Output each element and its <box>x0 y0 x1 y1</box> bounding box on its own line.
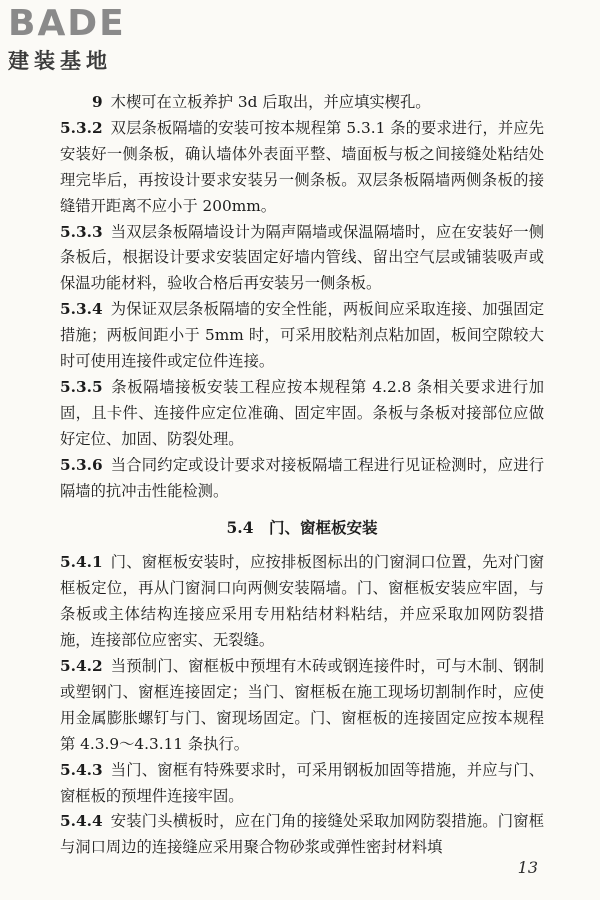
clause-number: 5.3.6 <box>60 455 103 474</box>
clause-number: 5.4.2 <box>60 657 103 676</box>
clause-text: 木楔可在立板养护 3d 后取出，并应填实楔孔。 <box>110 93 431 111</box>
paragraph-5-4-2 <box>60 654 544 758</box>
paragraph-5-3-2 <box>60 116 544 220</box>
logo-wordmark: BADE <box>8 3 126 44</box>
clause-number: 5.4.4 <box>60 812 103 831</box>
logo <box>8 4 126 74</box>
page-number: 13 <box>517 858 538 877</box>
clause-number: 5.4.1 <box>60 553 103 572</box>
paragraph-5-4-1 <box>60 550 544 654</box>
paragraph-5-3-5 <box>60 375 544 453</box>
clause-text: 为保证双层条板隔墙的安全性能，两板间应采取连接、加强固定措施；两板间距小于 5mm 时，可采用胶粘剂点粘加固，板间空隙较大时可使用连接件或定位件连接。 <box>60 300 544 371</box>
clause-text: 双层条板隔墙的安装可按本规程第 5.3.1 条的要求进行，并应先安装好一侧条板，确认墙体外表面平整、墙面板与板之间接缝处粘结处理完毕后，再按设计要求安装另一侧条板。双层条板隔墙两侧条板的接缝错开距离不应小于 200mm。 <box>60 118 544 215</box>
logo-subtitle: 建装基地 <box>8 49 112 73</box>
document-body <box>60 90 544 861</box>
clause-text: 门、窗框板安装时，应按排板图标出的门窗洞口位置，先对门窗框板定位，再从门窗洞口向两侧安装隔墙。门、窗框板安装应牢固，与条板或主体结构连接应采用专用粘结材料粘结，并应采取加网防裂措施，连接部位应密实、无裂缝。 <box>60 553 544 650</box>
paragraph-item-9 <box>60 90 544 116</box>
clause-number: 5.3.2 <box>60 118 103 137</box>
paragraph-5-3-6 <box>60 453 544 505</box>
clause-number: 5.3.4 <box>60 300 103 319</box>
clause-text: 当预制门、窗框板中预埋有木砖或钢连接件时，可与木制、钢制或塑钢门、窗框连接固定；当门、窗框板在施工现场切割制作时，应使用金属膨胀螺钉与门、窗现场固定。门、窗框板的连接固定应按本规程第 4.3.9～4.3.11 条执行。 <box>60 657 544 753</box>
clause-text: 当双层条板隔墙设计为隔声隔墙或保温隔墙时，应在安装好一侧条板后，根据设计要求安装固定好墙内管线、留出空气层或铺装吸声或保温功能材料，验收合格后再安装另一侧条板。 <box>60 222 544 293</box>
paragraph-5-4-3 <box>60 758 544 810</box>
paragraph-5-3-3 <box>60 220 544 298</box>
paragraph-5-3-4 <box>60 297 544 375</box>
clause-number: 5.4.3 <box>60 760 103 779</box>
clause-text: 当合同约定或设计要求对接板隔墙工程进行见证检测时，应进行隔墙的抗冲击性能检测。 <box>60 455 544 500</box>
paragraph-5-4-4 <box>60 809 544 861</box>
clause-number: 5.3.3 <box>60 222 103 241</box>
clause-text: 安装门头横板时，应在门角的接缝处采取加网防裂措施。门窗框与洞口周边的连接缝应采用聚合物砂浆或弹性密封材料填 <box>60 812 544 857</box>
clause-number: 9 <box>92 93 103 111</box>
clause-text: 条板隔墙接板安装工程应按本规程第 4.2.8 条相关要求进行加固，且卡件、连接件应定位准确、固定牢固。条板与条板对接部位应做好定位、加固、防裂处理。 <box>60 377 544 448</box>
clause-number: 5.3.5 <box>60 377 103 396</box>
section-title: 5.4 门、窗框板安装 <box>226 517 378 537</box>
clause-text: 当门、窗框有特殊要求时，可采用钢板加固等措施，并应与门、窗框板的预埋件连接牢固。 <box>60 760 544 805</box>
